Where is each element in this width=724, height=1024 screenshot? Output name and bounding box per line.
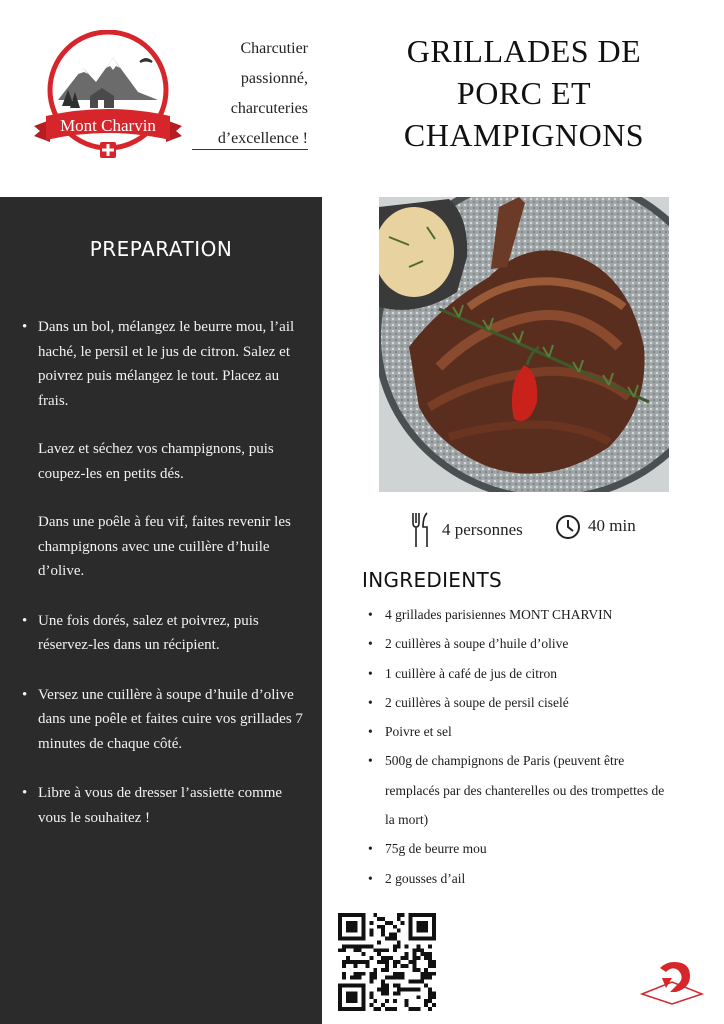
bullet-icon: • — [368, 753, 373, 769]
preparation-panel — [0, 197, 322, 1024]
brand-tagline — [190, 34, 308, 154]
title-line: PORC ET — [456, 75, 592, 111]
ingredient-text: 75g de beurre mou — [385, 841, 487, 857]
step-paragraph: Dans une poêle à feu vif, faites revenir les champignons avec une cuillère d’huile d’olive. — [38, 514, 291, 579]
bullet-icon: • — [368, 665, 373, 681]
bullet-icon: • — [368, 724, 373, 740]
recipe-photo — [379, 197, 669, 492]
ingredient-item — [368, 717, 668, 746]
ingredient-text: Poivre et sel — [385, 724, 452, 740]
bullet-icon: • — [368, 870, 373, 886]
ingredient-item — [368, 659, 668, 688]
bullet-icon: • — [368, 636, 373, 652]
recipe-title — [374, 30, 674, 156]
duration-text: 40 min — [588, 516, 636, 535]
ingredient-text: 2 cuillères à soupe d’huile d’olive — [385, 636, 569, 652]
preparation-step — [22, 683, 312, 757]
tagline-line: passionné, — [240, 70, 308, 87]
preparation-step — [22, 609, 312, 658]
step-paragraph: Une fois dorés, salez et poivrez, puis réservez-les dans un récipient. — [38, 612, 259, 653]
step-paragraph: Versez une cuillère à soupe d’huile d’olive dans une poêle et faites cuire vos grillades 7 minutes de chaque côté. — [38, 686, 303, 752]
ingredient-item — [368, 688, 668, 717]
tagline-line: charcuteries — [230, 100, 308, 117]
title-line: GRILLADES DE — [406, 33, 642, 69]
title-line: CHAMPIGNONS — [403, 117, 645, 153]
tagline-line: Charcutier — [240, 40, 308, 57]
preparation-steps — [22, 315, 312, 855]
ingredient-item — [368, 834, 668, 863]
ingredient-text: 2 cuillères à soupe de persil ciselé — [385, 694, 569, 710]
ingredient-text: 500g de champignons de Paris (peuvent être remplacés par des chanterelles ou des trompettes de la mort) — [385, 753, 665, 828]
tagline-line: d’excellence ! — [217, 130, 308, 147]
fork-knife-icon — [410, 512, 432, 548]
recipe-meta — [410, 510, 690, 550]
maitre-artisan-logo — [640, 958, 704, 1006]
preparation-heading: PREPARATION — [89, 237, 233, 261]
logo-wordmark: Mont Charvin — [60, 116, 156, 135]
bullet-icon: • — [22, 612, 28, 629]
step-paragraph: Dans un bol, mélangez le beurre mou, l’ail haché, le persil et le jus de citron. Salez et poivrez puis mélangez le tout. Placez au frais. — [38, 319, 295, 409]
tagline-divider — [192, 149, 308, 150]
ingredient-item — [368, 600, 668, 629]
preparation-step — [22, 315, 312, 584]
mont-charvin-logo — [28, 30, 188, 166]
ingredient-text: 1 cuillère à café de jus de citron — [385, 665, 558, 681]
step-paragraph: Libre à vous de dresser l’assiette comme vous le souhaitez ! — [38, 785, 283, 826]
clock-icon — [555, 514, 581, 540]
qr-code[interactable] — [338, 913, 436, 1011]
bullet-icon: • — [368, 841, 373, 857]
ingredient-text: 2 gousses d’ail — [385, 870, 466, 886]
bullet-icon: • — [368, 607, 373, 622]
bullet-icon: • — [22, 686, 28, 703]
bullet-icon: • — [22, 785, 28, 801]
preparation-step — [22, 781, 312, 830]
ingredients-list — [368, 600, 668, 893]
ingredient-item — [368, 864, 668, 893]
ingredient-text: 4 grillades parisiennes MONT CHARVIN — [385, 607, 613, 622]
step-paragraph: Lavez et séchez vos champignons, puis coupez-les en petits dés. — [38, 441, 274, 482]
ingredient-item — [368, 746, 668, 834]
ingredients-heading: INGREDIENTS — [362, 568, 502, 592]
bullet-icon: • — [368, 694, 373, 710]
ingredient-item — [368, 629, 668, 658]
servings-text: 4 personnes — [442, 520, 523, 539]
bullet-icon: • — [22, 319, 28, 335]
